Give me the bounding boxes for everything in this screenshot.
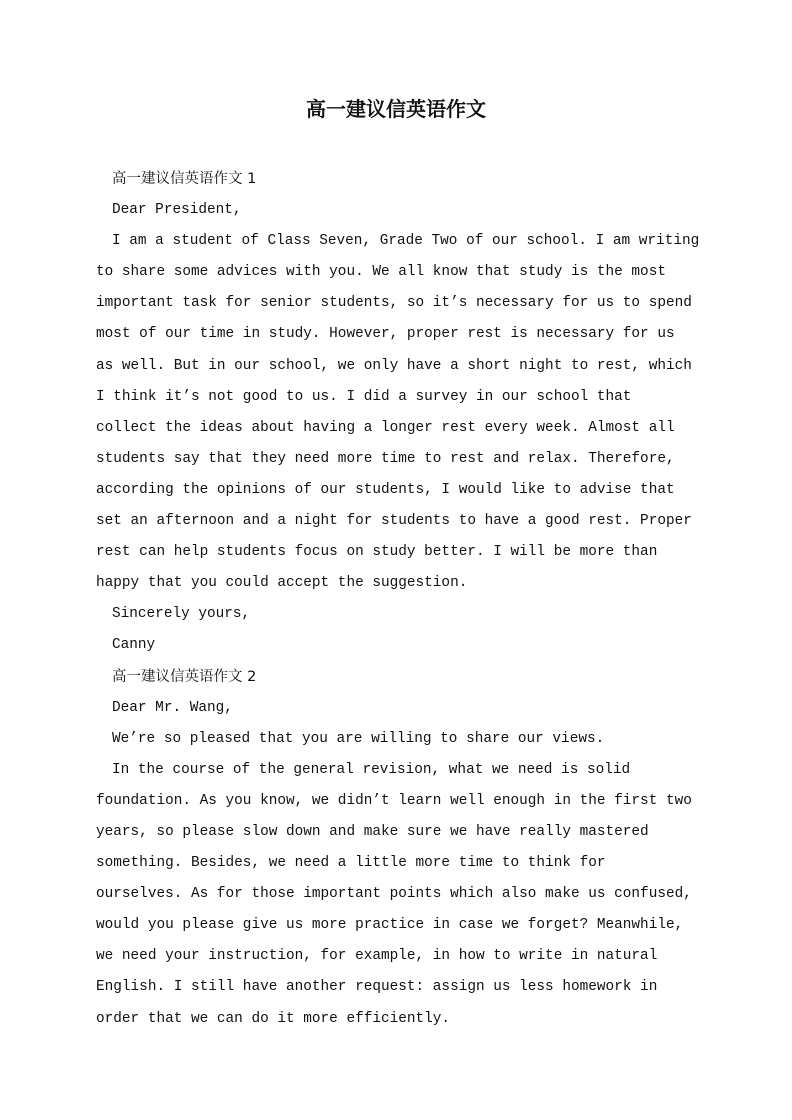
essay2-intro-paragraph: We’re so pleased that you are willing to share our views. <box>112 730 605 747</box>
document-body <box>96 164 700 1035</box>
essay1-closing: Sincerely yours, <box>112 606 251 623</box>
essay1-body-paragraph: I am a student of Class Seven, Grade Two of our school. I am writing to share some advices with you. We all know that study is the most important task for senior students, so it’s necessary for us to spend most of our time in study. However, proper rest is necessary for us as well. But in our school, we only have a short night to rest, which I think it’s not good to us. I did a survey in our school that collect the ideas about having a longer rest every week. Almost all students say that they need more time to rest and relax. Therefore, according the opinions of our students, I would like to advise that set an afternoon and a night for students to have a good rest. Proper rest can help students focus on study better. I will be more than happy that you could accept the suggestion. <box>96 233 700 592</box>
essay1-signature: Canny <box>112 637 156 654</box>
essay1-salutation: Dear President, <box>112 202 242 219</box>
essay2-body-paragraph: In the course of the general revision, what we need is solid foundation. As you know, we didn’t learn well enough in the first two years, so please slow down and make sure we have really mastered something. Besides, we need a little more time to think for ourselves. As for those important points which also make us confused, would you please give us more practice in case we forget? Meanwhile, we need your instruction, for example, in how to write in natural English. I still have another request: assign us less homework in order that we can do it more efficiently. <box>96 761 692 1027</box>
essay2-salutation: Dear Mr. Wang, <box>112 699 233 716</box>
essay1-heading: 高一建议信英语作文 1 <box>112 171 257 187</box>
page-title: 高一建议信英语作文 <box>306 97 486 121</box>
essay2-heading: 高一建议信英语作文 2 <box>112 668 257 685</box>
